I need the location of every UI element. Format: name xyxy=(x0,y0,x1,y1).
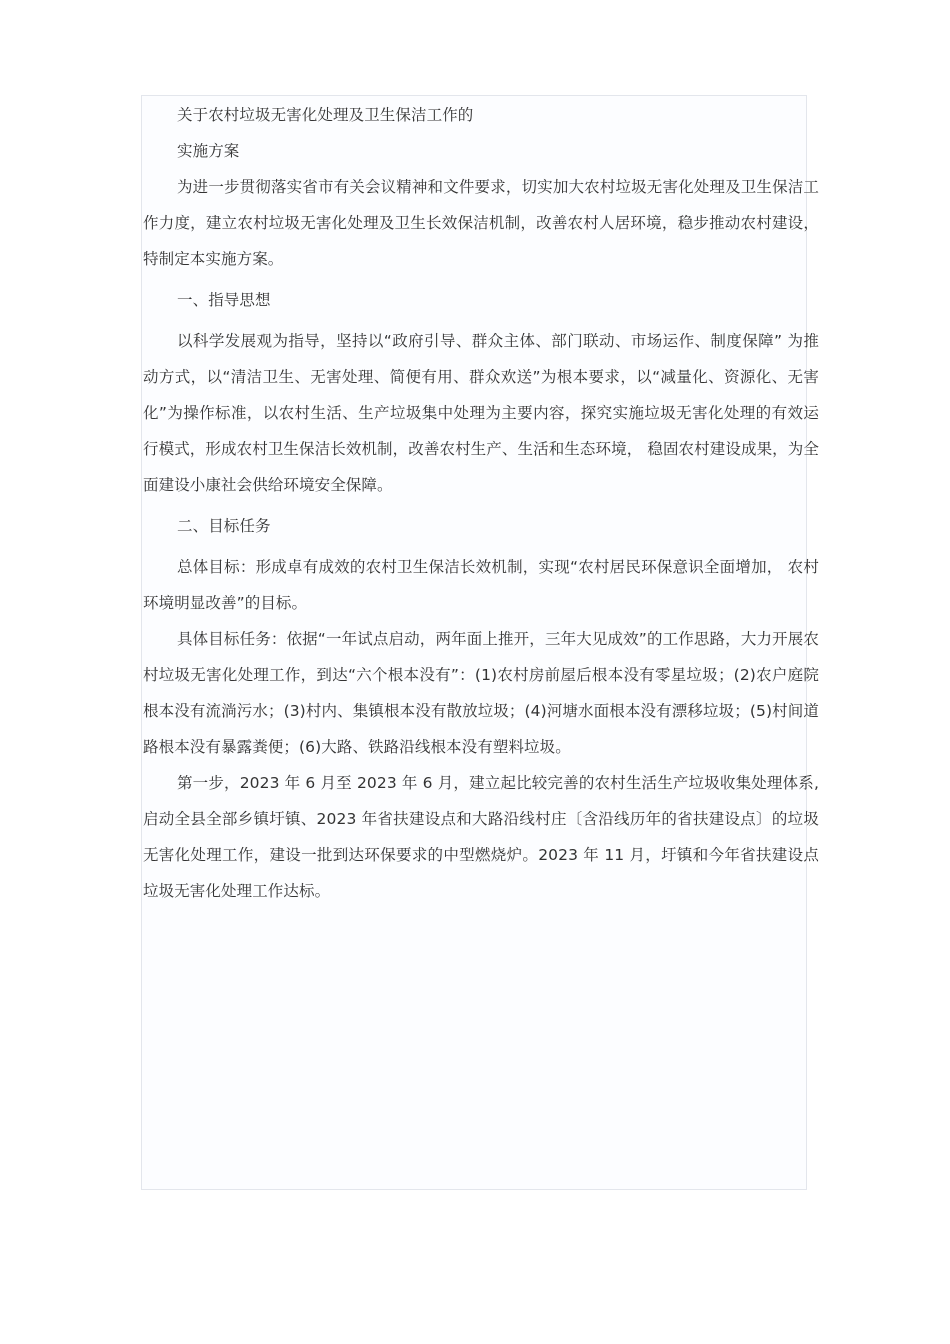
section-heading-guiding-ideology: 一、指导思想 xyxy=(177,291,271,309)
document-title-line2: 实施方案 xyxy=(177,142,240,160)
document-body xyxy=(143,97,819,909)
step-one-paragraph: 第一步，2023 年 6 月至 2023 年 6 月，建立起比较完善的农村生活生产垃圾收集处理体系,启动全县全部乡镇圩镇、2023 年省扶建设点和大路沿线村庄〔含沿线历年的省扶建设点〕的垃圾无害化处理工作，建设一批到达环保要求的中型燃烧炉。2023 年 11 月，圩镇和今年省扶建设点垃圾无害化处理工作达标。 xyxy=(143,774,819,900)
overall-goal-paragraph: 总体目标：形成卓有成效的农村卫生保洁长效机制，实现“农村居民环保意识全面增加， 农村环境明显改善”的目标。 xyxy=(143,558,819,612)
document-title-line1: 关于农村垃圾无害化处理及卫生保洁工作的 xyxy=(177,106,474,124)
intro-paragraph: 为进一步贯彻落实省市有关会议精神和文件要求，切实加大农村垃圾无害化处理及卫生保洁工作力度，建立农村垃圾无害化处理及卫生长效保洁机制，改善农村人居环境，稳步推动农村建设，特制定本实施方案。 xyxy=(143,178,819,268)
section-heading-goals: 二、目标任务 xyxy=(177,517,271,535)
specific-tasks-paragraph: 具体目标任务：依据“一年试点启动，两年面上推开，三年大见成效”的工作思路，大力开展农村垃圾无害化处理工作，到达“六个根本没有”：(1)农村房前屋后根本没有零星垃圾；(2)农户庭院根本没有流淌污水；(3)村内、集镇根本没有散放垃圾；(4)河塘水面根本没有漂移垃圾；(5)村间道路根本没有暴露粪便；(6)大路、铁路沿线根本没有塑料垃圾。 xyxy=(143,630,819,756)
guiding-ideology-paragraph: 以科学发展观为指导，坚持以“政府引导、群众主体、部门联动、市场运作、制度保障” 为推动方式，以“清洁卫生、无害处理、简便有用、群众欢送”为根本要求，以“减量化、资源化、无害化”为操作标准，以农村生活、生产垃圾集中处理为主要内容，探究实施垃圾无害化处理的有效运行模式，形成农村卫生保洁长效机制，改善农村生产、生活和生态环境， 稳固农村建设成果，为全面建设小康社会供给环境安全保障。 xyxy=(143,332,819,494)
